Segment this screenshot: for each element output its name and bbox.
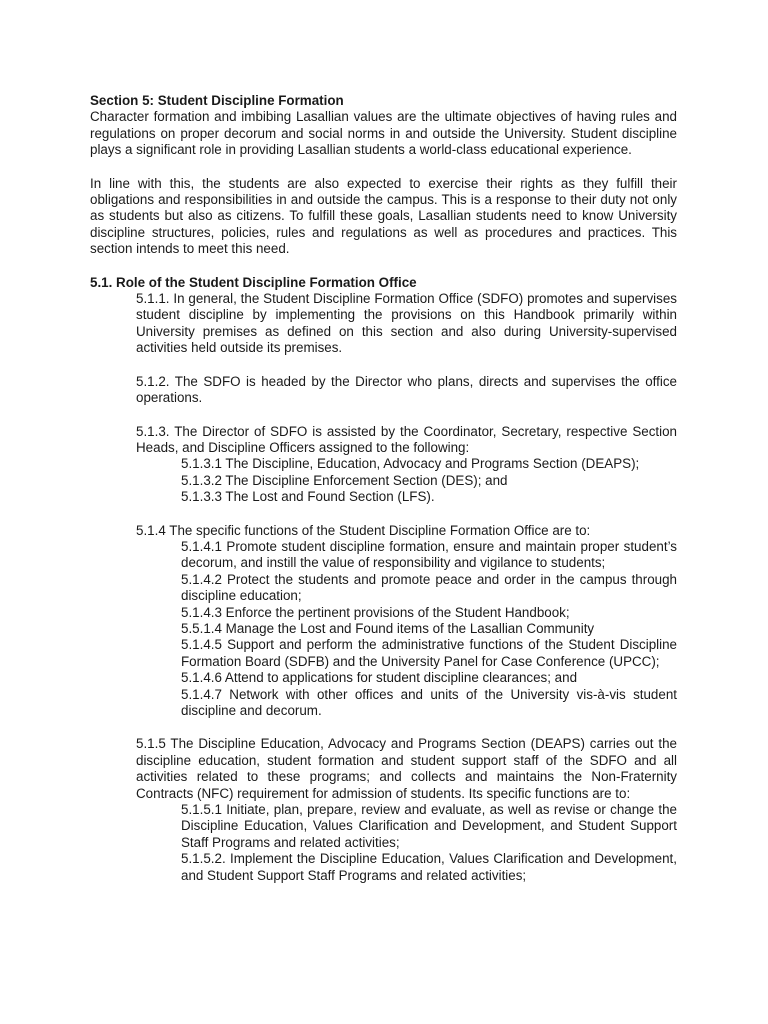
- list-item: 5.1.4.3 Enforce the pertinent provisions of the Student Handbook;: [181, 604, 570, 620]
- document-page: [90, 93, 677, 884]
- section-title: Section 5: Student Discipline Formation: [90, 93, 344, 108]
- paragraph-5-1-3: 5.1.3. The Director of SDFO is assisted by the Coordinator, Secretary, respective Section Heads, and Discipline Officers assigned to the following:: [136, 423, 677, 455]
- subsection-title: 5.1. Role of the Student Discipline Formation Office: [90, 274, 417, 290]
- list-item: 5.1.4.2 Protect the students and promote peace and order in the campus through discipline education;: [181, 571, 677, 604]
- paragraph-5-1-5: 5.1.5 The Discipline Education, Advocacy and Programs Section (DEAPS) carries out the discipline education, student formation and student support staff of the SDFO and all activities related to these programs; and collects and maintains the Non-Fraternity Contracts (NFC) requirement for admission of students. Its specific functions are to:: [136, 736, 677, 801]
- paragraph-5-1-1: 5.1.1. In general, the Student Discipline Formation Office (SDFO) promotes and supervises student discipline by implementing the provisions on this Handbook primarily within University premises as defined on this section and also during University-supervised activities held outside its premises.: [136, 291, 677, 356]
- list-item: 5.1.4.7 Network with other offices and units of the University vis-à-vis student discipline and decorum.: [181, 686, 677, 718]
- intro-paragraph-1: Character formation and imbibing Lasallian values are the ultimate objectives of having rules and regulations on proper decorum and social norms in and outside the University. Student discipline plays a significant role in providing Lasallian students a world-class educational experience.: [90, 109, 677, 158]
- list-item: 5.1.5.1 Initiate, plan, prepare, review and evaluate, as well as revise or change the Discipline Education, Values Clarification and Development, and Student Support Staff Programs and related activities;: [181, 802, 677, 850]
- paragraph-5-1-2: 5.1.2. The SDFO is headed by the Director who plans, directs and supervises the office operations.: [136, 373, 677, 406]
- list-item: 5.1.3.3 The Lost and Found Section (LFS).: [181, 489, 435, 505]
- list-item: 5.1.4.1 Promote student discipline formation, ensure and maintain proper student’s decorum, and instill the value of responsibility and vigilance to students;: [181, 538, 677, 571]
- intro-paragraph-2: In line with this, the students are also expected to exercise their rights as they fulfill their obligations and responsibilities in and outside the campus. This is a response to their duty not only as students but also as citizens. To fulfill these goals, Lasallian students need to know University discipline structures, policies, rules and regulations as well as procedures and practices. This section intends to meet this need.: [90, 175, 677, 257]
- paragraph-5-1-4: 5.1.4 The specific functions of the Student Discipline Formation Office are to:: [136, 522, 591, 538]
- list-item: 5.1.3.2 The Discipline Enforcement Section (DES); and: [181, 472, 508, 488]
- list-item: 5.5.1.4 Manage the Lost and Found items of the Lasallian Community: [181, 620, 595, 636]
- list-item: 5.1.3.1 The Discipline, Education, Advocacy and Programs Section (DEAPS);: [181, 456, 640, 472]
- list-item: 5.1.4.6 Attend to applications for student discipline clearances; and: [181, 670, 578, 686]
- list-item: 5.1.5.2. Implement the Discipline Education, Values Clarification and Development, and Student Support Staff Programs and related activities;: [181, 851, 677, 883]
- list-item: 5.1.4.5 Support and perform the administrative functions of the Student Discipline Formation Board (SDFB) and the University Panel for Case Conference (UPCC);: [181, 637, 677, 669]
